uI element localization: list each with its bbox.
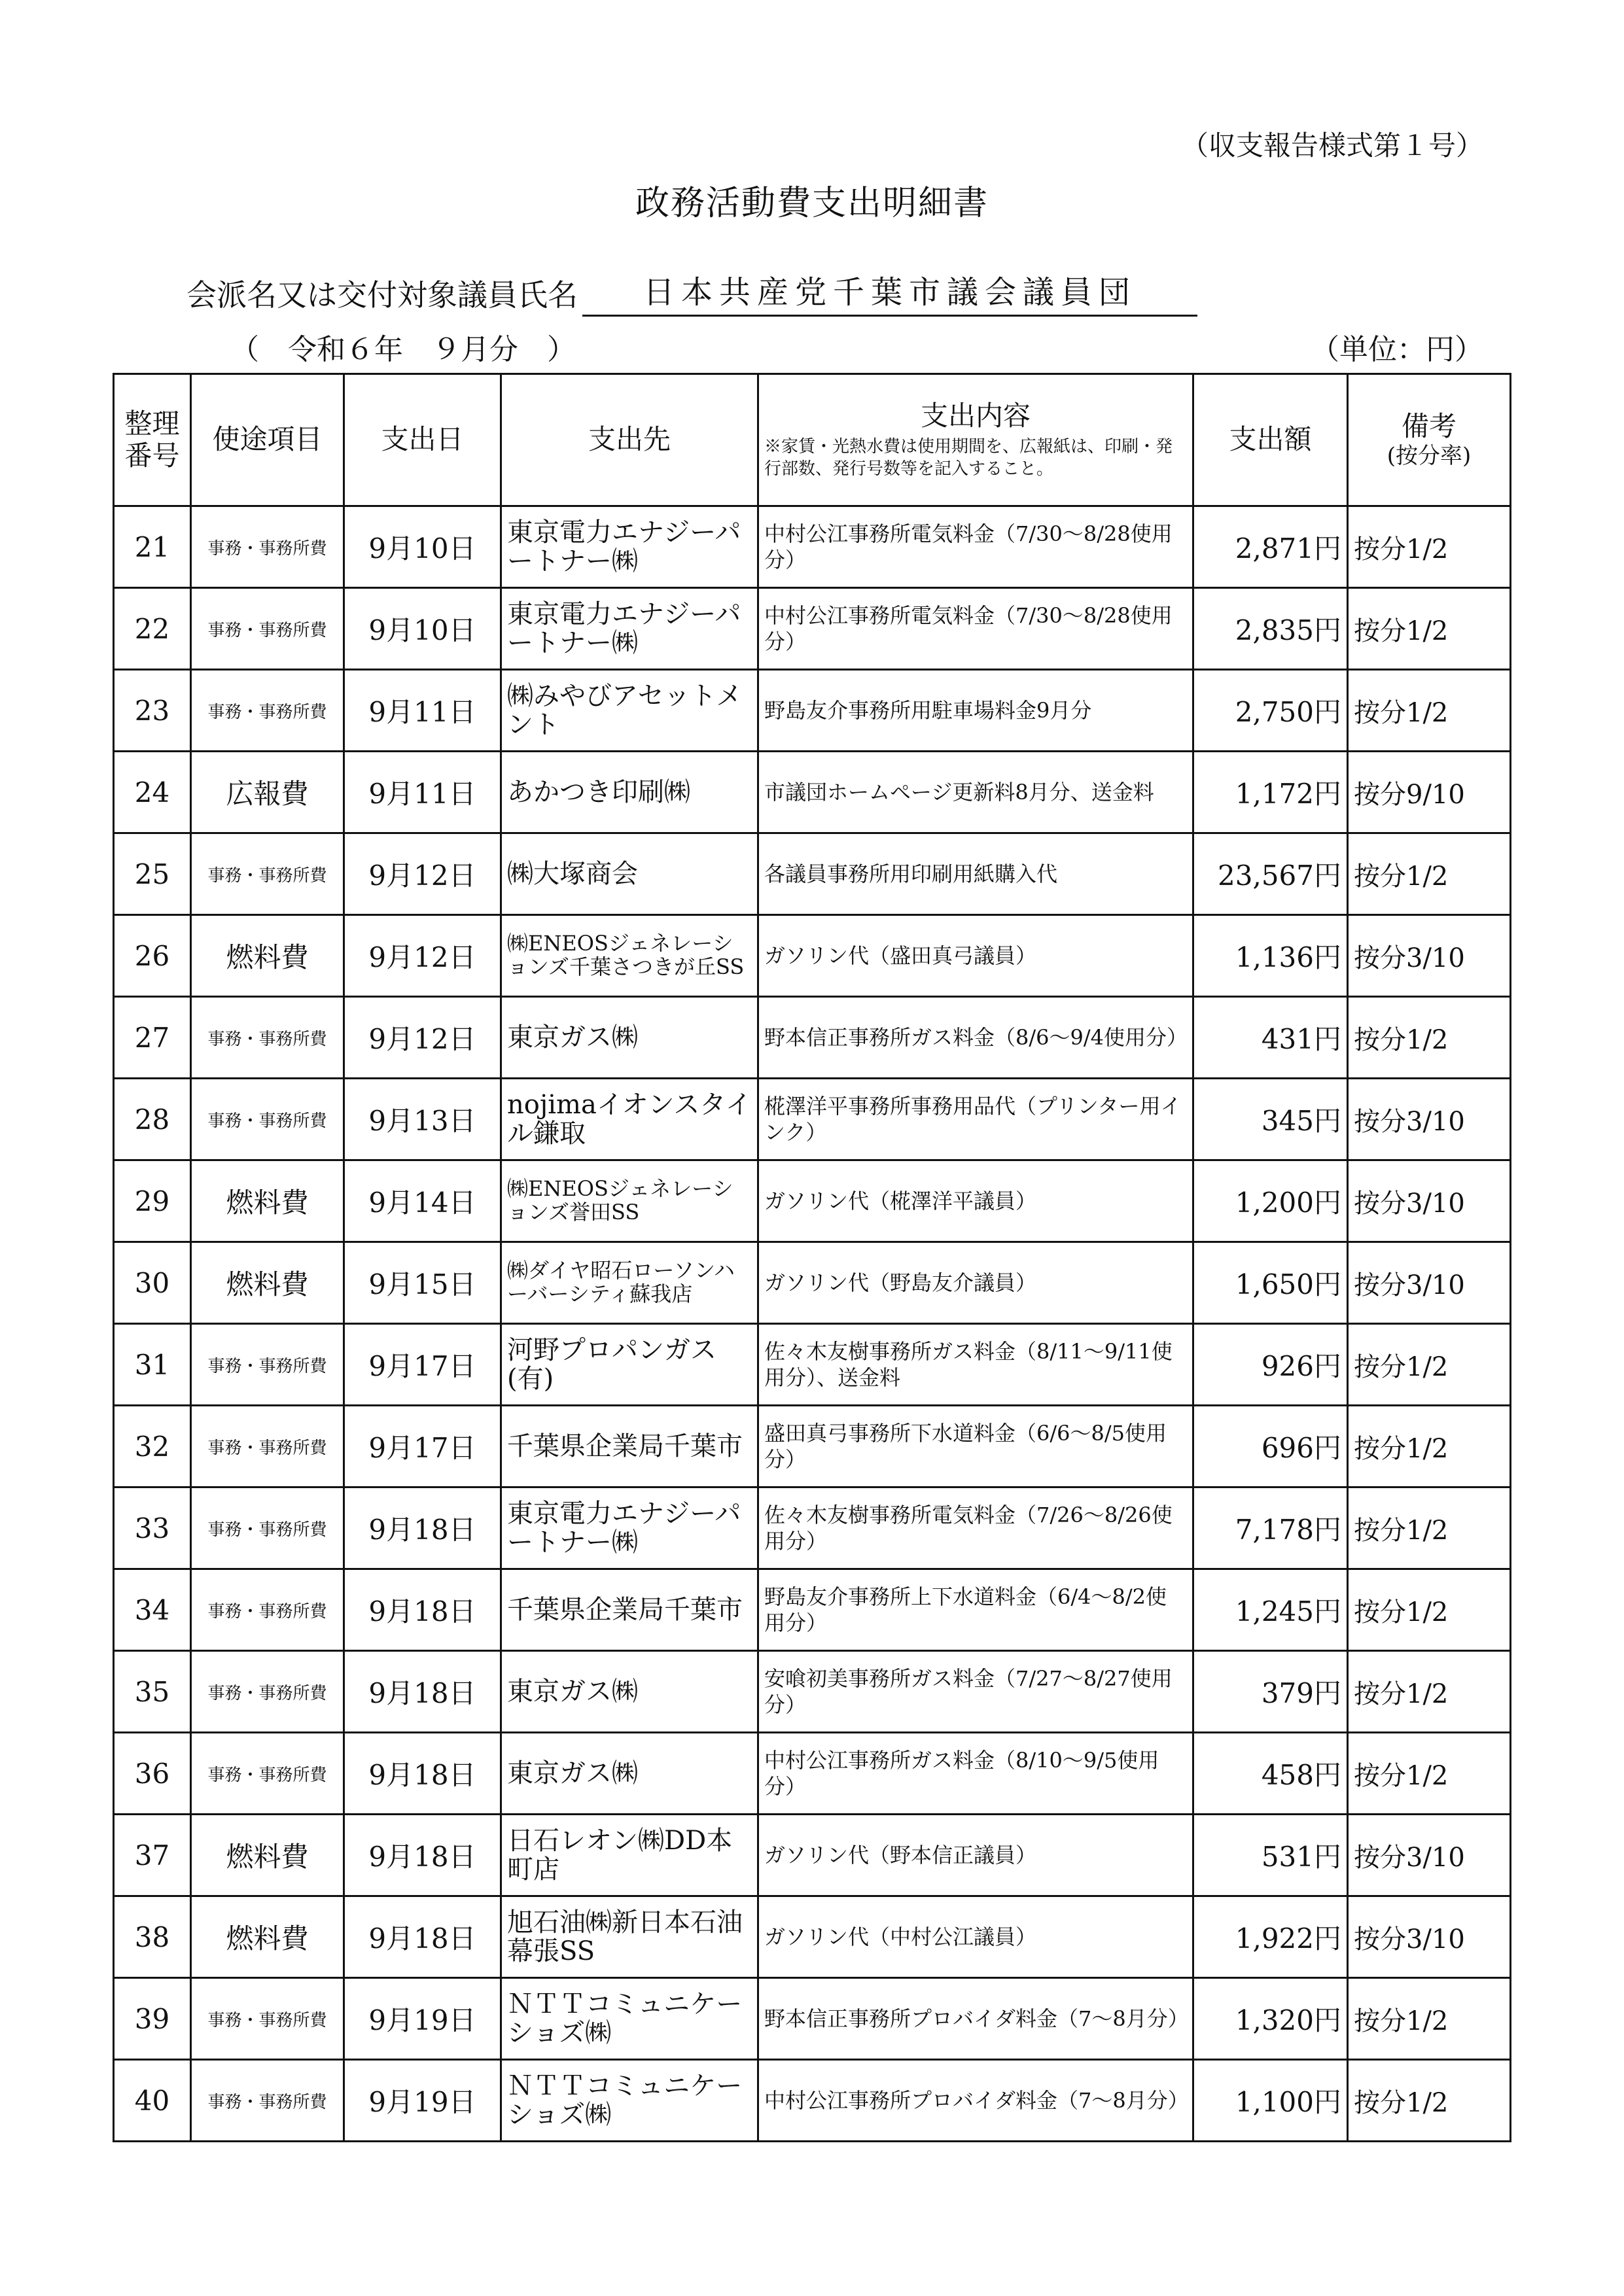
header-no xyxy=(114,374,191,506)
row-number: 35 xyxy=(114,1651,191,1733)
row-payee: 東京ガス㈱ xyxy=(501,1651,758,1733)
row-note: 按分1/2 xyxy=(1348,1569,1511,1651)
header-no-label: 整理番号 xyxy=(124,408,180,472)
table-row xyxy=(114,1733,1511,1815)
row-content: 中村公江事務所プロバイダ料金（7～8月分） xyxy=(758,2060,1193,2142)
header-payee: 支出先 xyxy=(501,374,758,506)
row-content: 野島友介事務所上下水道料金（6/4～8/2使用分） xyxy=(758,1569,1193,1651)
row-amount: 23,567円 xyxy=(1193,833,1348,915)
table-row xyxy=(114,1160,1511,1242)
row-number: 26 xyxy=(114,915,191,997)
row-amount: 1,200円 xyxy=(1193,1160,1348,1242)
table-row xyxy=(114,1651,1511,1733)
row-date: 9月11日 xyxy=(344,670,501,752)
row-date: 9月12日 xyxy=(344,997,501,1079)
table-row xyxy=(114,752,1511,833)
row-date: 9月11日 xyxy=(344,752,501,833)
row-category: 事務・事務所費 xyxy=(191,997,344,1079)
row-content: 各議員事務所用印刷用紙購入代 xyxy=(758,833,1193,915)
row-amount: 2,871円 xyxy=(1193,506,1348,588)
row-date: 9月18日 xyxy=(344,1651,501,1733)
row-amount: 696円 xyxy=(1193,1406,1348,1487)
row-number: 25 xyxy=(114,833,191,915)
row-amount: 1,172円 xyxy=(1193,752,1348,833)
row-date: 9月10日 xyxy=(344,588,501,670)
row-amount: 2,750円 xyxy=(1193,670,1348,752)
row-category: 事務・事務所費 xyxy=(191,1324,344,1406)
row-category: 事務・事務所費 xyxy=(191,1651,344,1733)
row-content: ガソリン代（盛田真弓議員） xyxy=(758,915,1193,997)
row-date: 9月13日 xyxy=(344,1079,501,1160)
row-date: 9月12日 xyxy=(344,915,501,997)
row-number: 29 xyxy=(114,1160,191,1242)
row-note: 按分1/2 xyxy=(1348,1733,1511,1815)
row-date: 9月19日 xyxy=(344,2060,501,2142)
header-content-note: ※家賃・光熱水費は使用期間を、広報紙は、印刷・発行部数、発行号数等を記入すること。 xyxy=(764,436,1173,479)
row-amount: 7,178円 xyxy=(1193,1487,1348,1569)
row-date: 9月18日 xyxy=(344,1733,501,1815)
row-payee: 千葉県企業局千葉市 xyxy=(501,1406,758,1487)
row-content: 盛田真弓事務所下水道料金（6/6～8/5使用分） xyxy=(758,1406,1193,1487)
row-category: 事務・事務所費 xyxy=(191,1487,344,1569)
table-row xyxy=(114,588,1511,670)
table-row xyxy=(114,1406,1511,1487)
row-payee: 東京電力エナジーパートナー㈱ xyxy=(501,506,758,588)
row-payee: ㈱大塚商会 xyxy=(501,833,758,915)
header-amount: 支出額 xyxy=(1193,374,1348,506)
row-number: 34 xyxy=(114,1569,191,1651)
row-payee: 千葉県企業局千葉市 xyxy=(501,1569,758,1651)
row-content: 中村公江事務所ガス料金（8/10～9/5使用分） xyxy=(758,1733,1193,1815)
header-note-label: 備考 xyxy=(1401,409,1456,442)
row-payee: 東京電力エナジーパートナー㈱ xyxy=(501,588,758,670)
row-amount: 1,136円 xyxy=(1193,915,1348,997)
row-number: 36 xyxy=(114,1733,191,1815)
faction-label: 会派名又は交付対象議員氏名 xyxy=(186,277,578,313)
row-content: 安喰初美事務所ガス料金（7/27～8/27使用分） xyxy=(758,1651,1193,1733)
row-note: 按分3/10 xyxy=(1348,1815,1511,1896)
row-content: 市議団ホームページ更新料8月分、送金料 xyxy=(758,752,1193,833)
row-payee: ㈱ダイヤ昭石ローソンハーバーシティ蘇我店 xyxy=(501,1242,758,1324)
table-row xyxy=(114,997,1511,1079)
row-content: 佐々木友樹事務所電気料金（7/26～8/26使用分） xyxy=(758,1487,1193,1569)
row-content: 野島友介事務所用駐車場料金9月分 xyxy=(758,670,1193,752)
header-note-sub: (按分率) xyxy=(1386,443,1472,470)
row-note: 按分1/2 xyxy=(1348,1487,1511,1569)
row-note: 按分3/10 xyxy=(1348,1160,1511,1242)
row-payee: 東京ガス㈱ xyxy=(501,997,758,1079)
report-period: （ 令和６年 ９月分 ） xyxy=(230,333,576,366)
row-content: 野本信正事務所ガス料金（8/6～9/4使用分） xyxy=(758,997,1193,1079)
row-date: 9月18日 xyxy=(344,1896,501,1978)
table-row xyxy=(114,1324,1511,1406)
row-date: 9月18日 xyxy=(344,1569,501,1651)
row-amount: 1,922円 xyxy=(1193,1896,1348,1978)
row-note: 按分1/2 xyxy=(1348,670,1511,752)
row-payee: ＮＴＴコミュニケーショズ㈱ xyxy=(501,2060,758,2142)
row-number: 23 xyxy=(114,670,191,752)
table-row xyxy=(114,2060,1511,2142)
row-amount: 1,320円 xyxy=(1193,1978,1348,2060)
table-row xyxy=(114,1978,1511,2060)
row-note: 按分3/10 xyxy=(1348,1242,1511,1324)
row-number: 21 xyxy=(114,506,191,588)
row-number: 31 xyxy=(114,1324,191,1406)
row-number: 22 xyxy=(114,588,191,670)
row-amount: 1,245円 xyxy=(1193,1569,1348,1651)
row-category: 広報費 xyxy=(191,752,344,833)
header-category: 使途項目 xyxy=(191,374,344,506)
header-note xyxy=(1348,374,1511,506)
row-payee: ㈱ENEOSジェネレーションズ千葉さつきが丘SS xyxy=(501,915,758,997)
row-category: 事務・事務所費 xyxy=(191,2060,344,2142)
row-date: 9月14日 xyxy=(344,1160,501,1242)
table-row xyxy=(114,915,1511,997)
row-content: ガソリン代（野本信正議員） xyxy=(758,1815,1193,1896)
row-amount: 1,100円 xyxy=(1193,2060,1348,2142)
row-content: 中村公江事務所電気料金（7/30～8/28使用分） xyxy=(758,588,1193,670)
row-payee: ㈱ENEOSジェネレーションズ誉田SS xyxy=(501,1160,758,1242)
row-number: 30 xyxy=(114,1242,191,1324)
row-content: ガソリン代（椛澤洋平議員） xyxy=(758,1160,1193,1242)
page-title: 政務活動費支出明細書 xyxy=(635,184,989,223)
table-row xyxy=(114,506,1511,588)
table-row xyxy=(114,670,1511,752)
row-number: 38 xyxy=(114,1896,191,1978)
row-amount: 2,835円 xyxy=(1193,588,1348,670)
row-category: 事務・事務所費 xyxy=(191,1406,344,1487)
header-date: 支出日 xyxy=(344,374,501,506)
table-row xyxy=(114,1487,1511,1569)
row-amount: 531円 xyxy=(1193,1815,1348,1896)
row-number: 32 xyxy=(114,1406,191,1487)
row-payee: 日石レオン㈱DD本町店 xyxy=(501,1815,758,1896)
row-amount: 345円 xyxy=(1193,1079,1348,1160)
row-date: 9月15日 xyxy=(344,1242,501,1324)
row-date: 9月18日 xyxy=(344,1815,501,1896)
row-date: 9月18日 xyxy=(344,1487,501,1569)
row-note: 按分3/10 xyxy=(1348,915,1511,997)
row-category: 事務・事務所費 xyxy=(191,1079,344,1160)
row-payee: 東京電力エナジーパートナー㈱ xyxy=(501,1487,758,1569)
row-note: 按分1/2 xyxy=(1348,997,1511,1079)
row-note: 按分9/10 xyxy=(1348,752,1511,833)
row-payee: 東京ガス㈱ xyxy=(501,1733,758,1815)
row-category: 事務・事務所費 xyxy=(191,670,344,752)
row-note: 按分1/2 xyxy=(1348,1324,1511,1406)
table-row xyxy=(114,1079,1511,1160)
row-amount: 458円 xyxy=(1193,1733,1348,1815)
row-category: 燃料費 xyxy=(191,1815,344,1896)
row-payee: 河野プロパンガス(有) xyxy=(501,1324,758,1406)
row-number: 33 xyxy=(114,1487,191,1569)
row-category: 事務・事務所費 xyxy=(191,506,344,588)
row-note: 按分1/2 xyxy=(1348,833,1511,915)
row-number: 27 xyxy=(114,997,191,1079)
row-amount: 926円 xyxy=(1193,1324,1348,1406)
row-date: 9月10日 xyxy=(344,506,501,588)
table-row xyxy=(114,1896,1511,1978)
row-category: 燃料費 xyxy=(191,1242,344,1324)
header-content xyxy=(758,374,1193,506)
header-content-label: 支出内容 xyxy=(920,399,1031,432)
table-row xyxy=(114,1242,1511,1324)
row-payee: 旭石油㈱新日本石油幕張SS xyxy=(501,1896,758,1978)
row-date: 9月17日 xyxy=(344,1406,501,1487)
row-note: 按分1/2 xyxy=(1348,1651,1511,1733)
row-category: 燃料費 xyxy=(191,1896,344,1978)
row-category: 事務・事務所費 xyxy=(191,1733,344,1815)
row-category: 事務・事務所費 xyxy=(191,588,344,670)
table-row xyxy=(114,1815,1511,1896)
row-payee: あかつき印刷㈱ xyxy=(501,752,758,833)
row-category: 燃料費 xyxy=(191,915,344,997)
row-note: 按分1/2 xyxy=(1348,2060,1511,2142)
row-category: 燃料費 xyxy=(191,1160,344,1242)
row-content: ガソリン代（野島友介議員） xyxy=(758,1242,1193,1324)
table-header-row xyxy=(114,374,1511,506)
row-content: ガソリン代（中村公江議員） xyxy=(758,1896,1193,1978)
row-note: 按分3/10 xyxy=(1348,1896,1511,1978)
table-row xyxy=(114,833,1511,915)
row-note: 按分3/10 xyxy=(1348,1079,1511,1160)
row-note: 按分1/2 xyxy=(1348,1406,1511,1487)
row-note: 按分1/2 xyxy=(1348,588,1511,670)
expense-table xyxy=(113,373,1511,2142)
row-content: 野本信正事務所プロバイダ料金（7～8月分） xyxy=(758,1978,1193,2060)
row-date: 9月19日 xyxy=(344,1978,501,2060)
table-row xyxy=(114,1569,1511,1651)
row-category: 事務・事務所費 xyxy=(191,833,344,915)
row-content: 椛澤洋平事務所事務用品代（プリンター用インク） xyxy=(758,1079,1193,1160)
row-number: 40 xyxy=(114,2060,191,2142)
row-amount: 431円 xyxy=(1193,997,1348,1079)
row-payee: nojimaイオンスタイル鎌取 xyxy=(501,1079,758,1160)
row-note: 按分1/2 xyxy=(1348,506,1511,588)
row-content: 中村公江事務所電気料金（7/30～8/28使用分） xyxy=(758,506,1193,588)
row-content: 佐々木友樹事務所ガス料金（8/11～9/11使用分）、送金料 xyxy=(758,1324,1193,1406)
row-number: 37 xyxy=(114,1815,191,1896)
row-amount: 379円 xyxy=(1193,1651,1348,1733)
row-payee: ＮＴＴコミュニケーショズ㈱ xyxy=(501,1978,758,2060)
row-date: 9月17日 xyxy=(344,1324,501,1406)
faction-name: 日本共産党千葉市議会議員団 xyxy=(582,267,1197,317)
row-category: 事務・事務所費 xyxy=(191,1978,344,2060)
row-category: 事務・事務所費 xyxy=(191,1569,344,1651)
row-amount: 1,650円 xyxy=(1193,1242,1348,1324)
row-note: 按分1/2 xyxy=(1348,1978,1511,2060)
row-payee: ㈱みやびアセットメント xyxy=(501,670,758,752)
row-date: 9月12日 xyxy=(344,833,501,915)
row-number: 24 xyxy=(114,752,191,833)
unit-label: （単位：円） xyxy=(1311,333,1483,366)
row-number: 28 xyxy=(114,1079,191,1160)
row-number: 39 xyxy=(114,1978,191,2060)
form-number: （収支報告様式第１号） xyxy=(1180,130,1483,162)
